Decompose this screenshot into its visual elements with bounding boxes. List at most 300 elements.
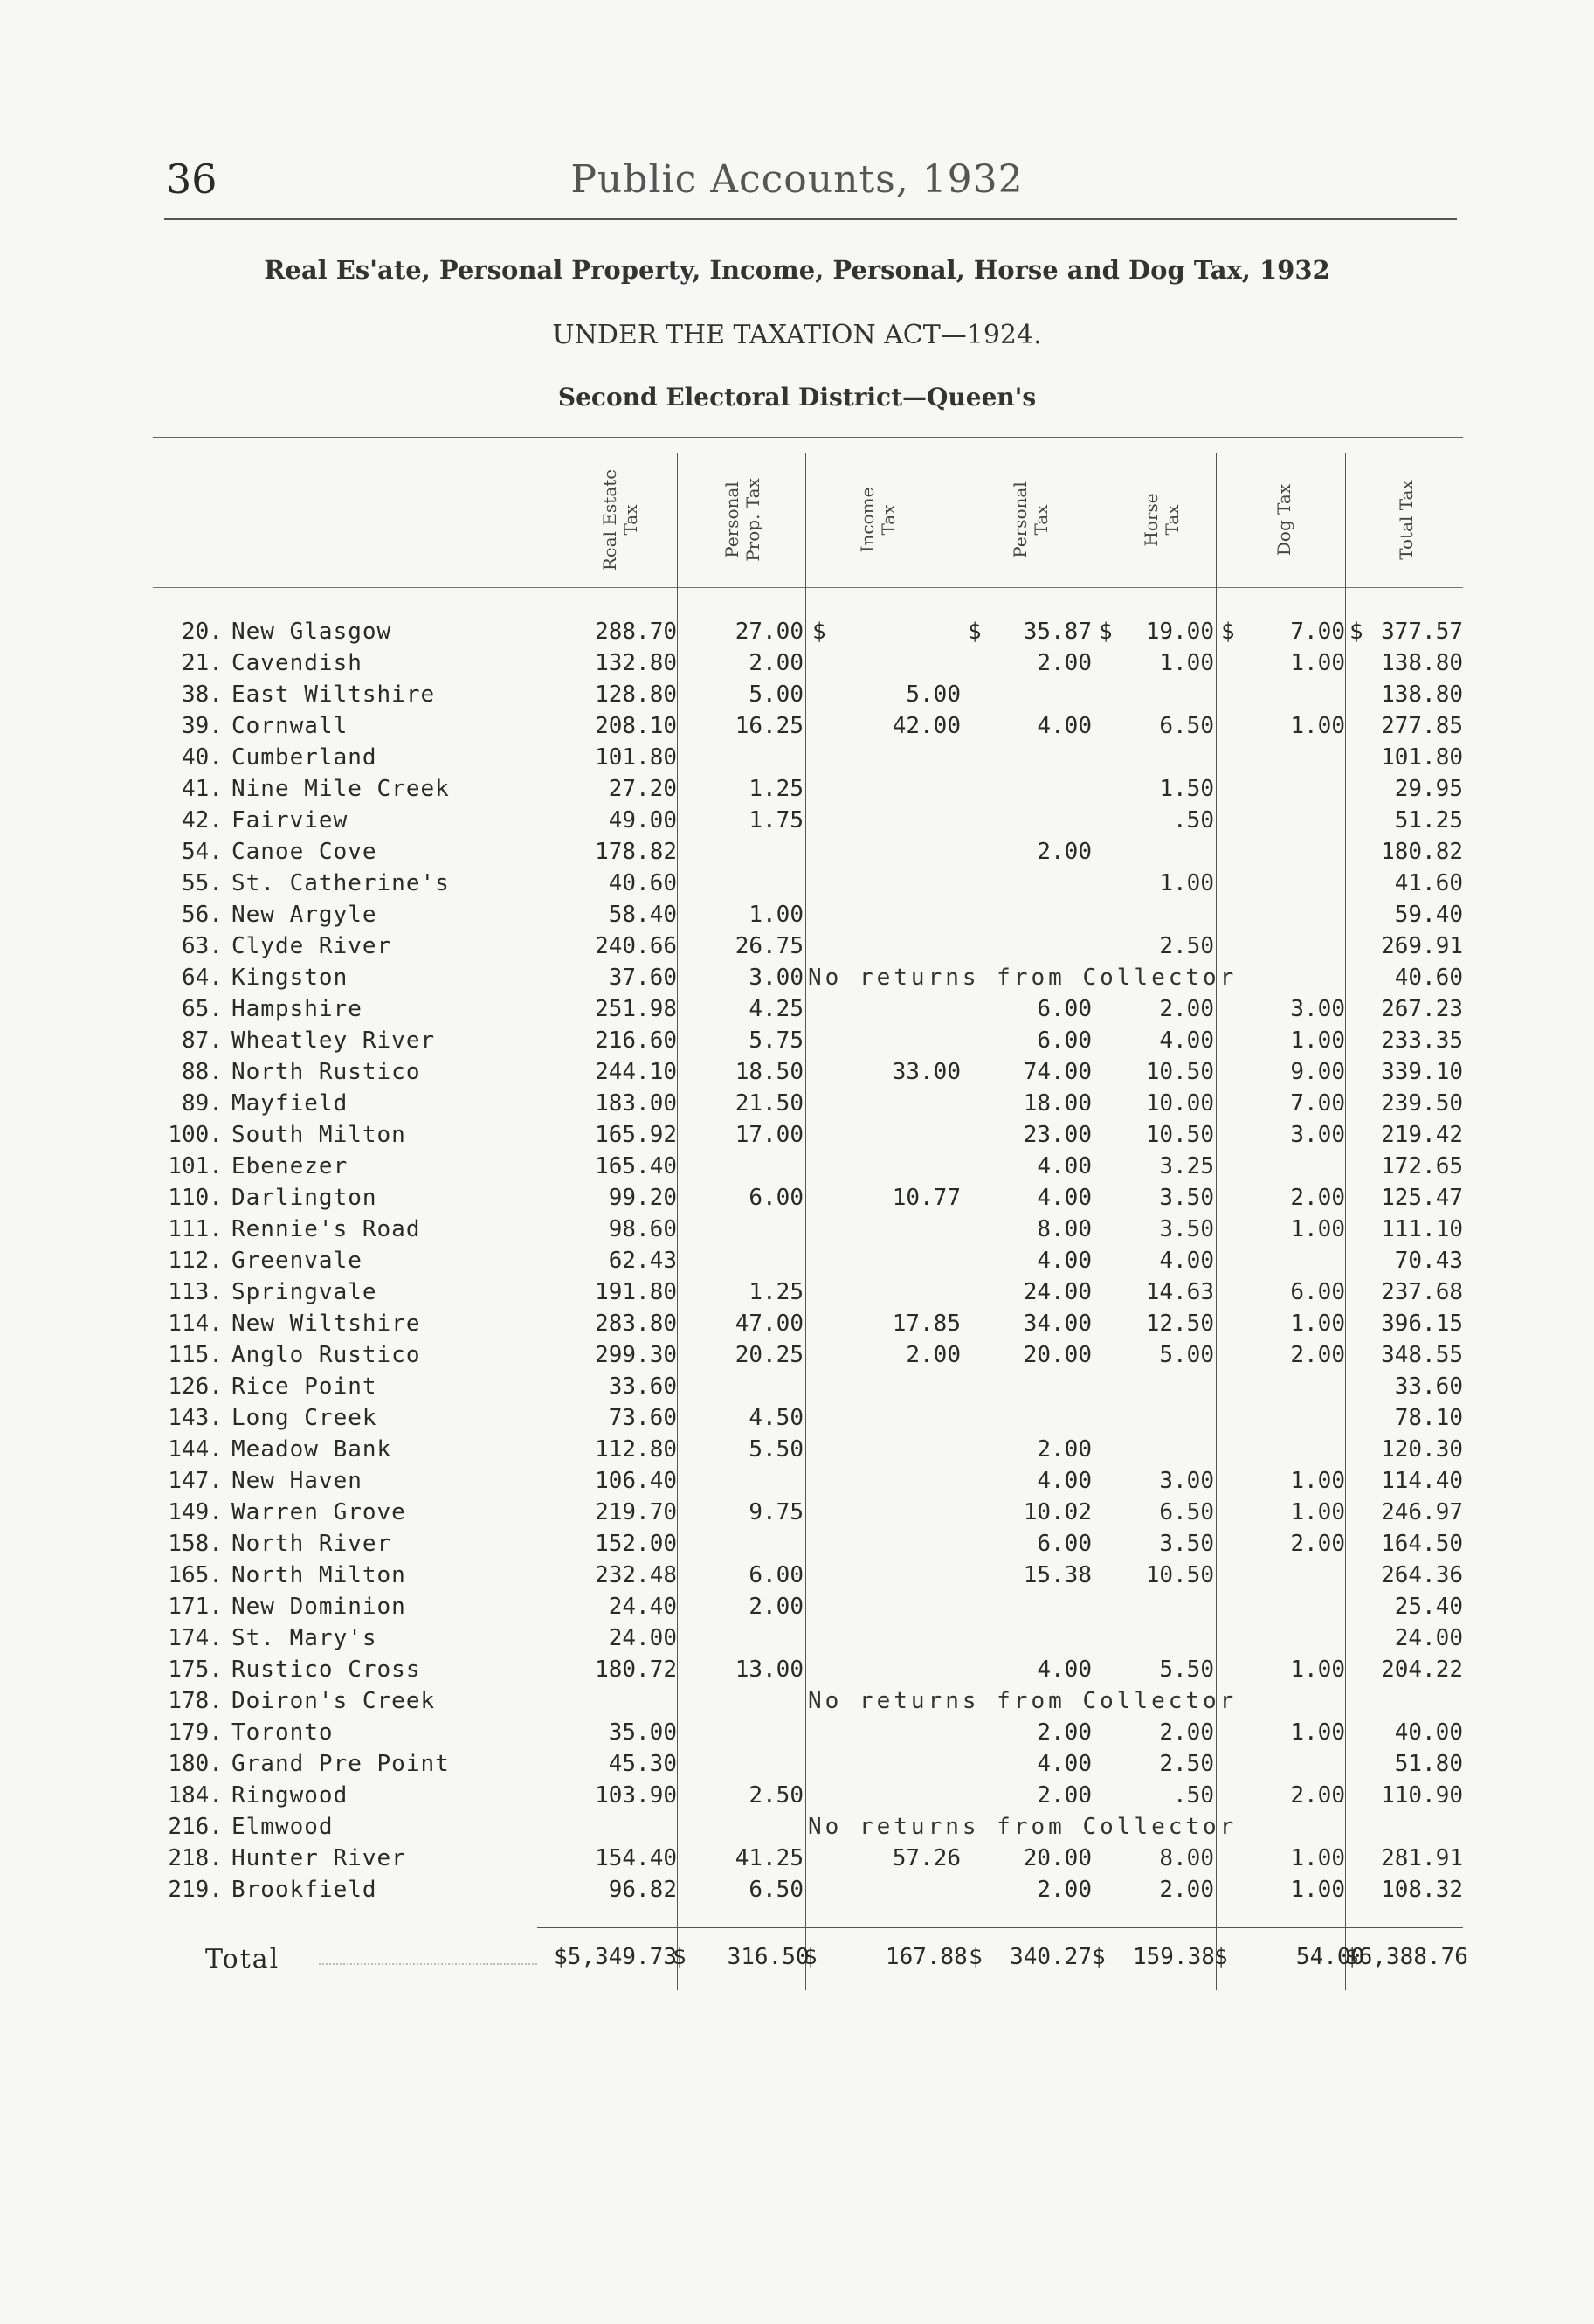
cell-personal-prop: 13.00	[735, 1657, 804, 1683]
table-row	[0, 1279, 1594, 1311]
row-number: 114.	[168, 1311, 223, 1337]
cell-dog: 2.00	[1290, 1531, 1345, 1557]
cell-personal: 4.00	[1037, 1185, 1092, 1211]
cell-personal-prop: 1.25	[749, 1279, 804, 1305]
cell-total: 41.60	[1394, 870, 1463, 896]
cell-personal: 4.00	[1037, 713, 1092, 739]
cell-personal: 2.00	[1037, 1436, 1092, 1463]
district-name: Cumberland	[231, 744, 377, 771]
cell-real-estate: 33.60	[608, 1373, 677, 1400]
cell-total: 138.80	[1381, 650, 1463, 676]
table-row	[0, 1531, 1594, 1562]
cell-dog: 7.00	[1290, 619, 1345, 645]
row-number: 219.	[168, 1877, 223, 1903]
header-bottom-rule	[153, 587, 1463, 588]
district-name: Brookfield	[231, 1877, 377, 1903]
table-row	[0, 1090, 1594, 1122]
col-header-dog: Dog Tax	[1273, 483, 1294, 557]
table-row	[0, 744, 1594, 776]
district-name: Wheatley River	[231, 1027, 436, 1054]
cell-horse: 4.00	[1159, 1027, 1214, 1054]
cell-real-estate: 208.10	[595, 713, 677, 739]
cell-personal-prop: 18.50	[735, 1059, 804, 1085]
no-returns-note: No returns from Collector	[808, 1814, 1238, 1840]
row-number: 115.	[168, 1342, 223, 1368]
district-name: Long Creek	[231, 1405, 377, 1431]
no-returns-note: No returns from Collector	[808, 1688, 1238, 1714]
cell-real-estate: 112.80	[595, 1436, 677, 1463]
table-row	[0, 650, 1594, 681]
cell-real-estate: 96.82	[608, 1877, 677, 1903]
leader-dots	[319, 1944, 537, 1965]
cell-dog: 6.00	[1290, 1279, 1345, 1305]
cell-horse: 10.00	[1145, 1090, 1214, 1117]
district-name: Darlington	[231, 1185, 377, 1211]
row-number: 143.	[168, 1405, 223, 1431]
cell-personal: 4.00	[1037, 1153, 1092, 1179]
cell-horse: 3.50	[1159, 1185, 1214, 1211]
cell-real-estate: 103.90	[595, 1782, 677, 1809]
cell-dog: 9.00	[1290, 1059, 1345, 1085]
cell-total: 281.91	[1381, 1845, 1463, 1871]
cell-real-estate: 24.40	[608, 1594, 677, 1620]
cell-total: 40.00	[1394, 1719, 1463, 1746]
cell-horse: 1.00	[1159, 870, 1214, 896]
cell-horse: 12.50	[1145, 1311, 1214, 1337]
cell-income: 42.00	[892, 713, 961, 739]
cell-horse: 3.50	[1159, 1216, 1214, 1242]
cell-real-estate: 128.80	[595, 681, 677, 708]
cell-personal: 6.00	[1037, 1531, 1092, 1557]
district-name: Elmwood	[231, 1814, 334, 1840]
cell-total: 138.80	[1381, 681, 1463, 708]
total-total: $6,388.76	[1345, 1944, 1468, 1970]
district-heading: Second Electoral District—Queen's	[557, 383, 1037, 412]
cell-personal: 8.00	[1037, 1216, 1092, 1242]
row-number: 21.	[182, 650, 223, 676]
col-header-real-estate: Real Estate Tax	[599, 468, 641, 571]
row-number: 149.	[168, 1499, 223, 1525]
row-number: 40.	[182, 744, 223, 771]
row-number: 56.	[182, 902, 223, 928]
cell-personal: 34.00	[1023, 1311, 1092, 1337]
cell-total: 348.55	[1381, 1342, 1463, 1368]
cell-total: 233.35	[1381, 1027, 1463, 1054]
cell-real-estate: 101.80	[595, 744, 677, 771]
cell-personal: 15.38	[1023, 1562, 1092, 1588]
no-returns-note: No returns from Collector	[808, 965, 1238, 991]
district-name: Ringwood	[231, 1782, 348, 1809]
cell-income: 17.85	[892, 1311, 961, 1337]
district-name: Mayfield	[231, 1090, 348, 1117]
district-name: North River	[231, 1531, 392, 1557]
row-number: 158.	[168, 1531, 223, 1557]
cell-real-estate: 58.40	[608, 902, 677, 928]
col-header-personal: Personal Tax	[1010, 481, 1052, 558]
cell-total: 269.91	[1381, 933, 1463, 959]
cell-real-estate: 154.40	[595, 1845, 677, 1871]
district-name: Fairview	[231, 807, 348, 833]
cell-personal-prop: 2.00	[749, 650, 804, 676]
cell-personal: 2.00	[1037, 650, 1092, 676]
cell-horse: 6.50	[1159, 1499, 1214, 1525]
cell-real-estate: 35.00	[608, 1719, 677, 1746]
cell-personal: 4.00	[1037, 1468, 1092, 1494]
cell-total: 33.60	[1394, 1373, 1463, 1400]
district-name: Toronto	[231, 1719, 334, 1746]
page-title: Real Es'ate, Personal Property, Income, Personal, Horse and Dog Tax, 1932	[264, 255, 1330, 285]
cell-real-estate: 24.00	[608, 1625, 677, 1651]
cell-real-estate: 216.60	[595, 1027, 677, 1054]
row-number: 180.	[168, 1751, 223, 1777]
table-row	[0, 1342, 1594, 1373]
cell-horse: 2.50	[1159, 933, 1214, 959]
dollar-sign-income: $	[812, 619, 826, 645]
cell-real-estate: 98.60	[608, 1216, 677, 1242]
running-head: Public Accounts, 1932	[570, 157, 1024, 202]
cell-real-estate: 288.70	[595, 619, 677, 645]
cell-horse: 10.50	[1145, 1059, 1214, 1085]
cell-personal-prop: 9.75	[749, 1499, 804, 1525]
table-row	[0, 870, 1594, 902]
cell-total: 172.65	[1381, 1153, 1463, 1179]
row-number: 42.	[182, 807, 223, 833]
cell-personal-prop: 5.00	[749, 681, 804, 708]
cell-personal-prop: 6.50	[749, 1877, 804, 1903]
row-number: 144.	[168, 1436, 223, 1463]
cell-personal-prop: 20.25	[735, 1342, 804, 1368]
cell-personal: 4.00	[1037, 1248, 1092, 1274]
cell-total: 277.85	[1381, 713, 1463, 739]
cell-horse: 1.00	[1159, 650, 1214, 676]
total-row	[0, 1944, 1594, 1979]
page-number: 36	[166, 156, 217, 203]
cell-total: 110.90	[1381, 1782, 1463, 1809]
cell-personal: 20.00	[1023, 1342, 1092, 1368]
cell-real-estate: 191.80	[595, 1279, 677, 1305]
table-row	[0, 1027, 1594, 1059]
table-row	[0, 1122, 1594, 1153]
cell-real-estate: 132.80	[595, 650, 677, 676]
district-name: Grand Pre Point	[231, 1751, 450, 1777]
dollar-sign-total: $	[1349, 619, 1363, 645]
row-number: 88.	[182, 1059, 223, 1085]
table-row	[0, 713, 1594, 744]
district-name: Kingston	[231, 965, 348, 991]
row-number: 112.	[168, 1248, 223, 1274]
district-name: Rice Point	[231, 1373, 377, 1400]
cell-dog: 2.00	[1290, 1342, 1345, 1368]
cell-dog: 3.00	[1290, 996, 1345, 1022]
cell-personal: 2.00	[1037, 1719, 1092, 1746]
cell-personal: 2.00	[1037, 1877, 1092, 1903]
row-number: 65.	[182, 996, 223, 1022]
row-number: 41.	[182, 776, 223, 802]
cell-total: 246.97	[1381, 1499, 1463, 1525]
row-number: 101.	[168, 1153, 223, 1179]
district-name: St. Mary's	[231, 1625, 377, 1651]
table-row	[0, 1373, 1594, 1405]
col-header-total: Total Tax	[1396, 480, 1417, 560]
cell-dog: 1.00	[1290, 1499, 1345, 1525]
district-name: St. Catherine's	[231, 870, 450, 896]
cell-dog: 2.00	[1290, 1185, 1345, 1211]
district-name: New Wiltshire	[231, 1311, 421, 1337]
row-number: 113.	[168, 1279, 223, 1305]
cell-dog: 1.00	[1290, 1311, 1345, 1337]
row-number: 171.	[168, 1594, 223, 1620]
cell-total: 180.82	[1381, 839, 1463, 865]
cell-total: 125.47	[1381, 1185, 1463, 1211]
cell-horse: .50	[1173, 1782, 1214, 1809]
table-row	[0, 1311, 1594, 1342]
district-name: Hampshire	[231, 996, 362, 1022]
row-number: 147.	[168, 1468, 223, 1494]
cell-personal: 74.00	[1023, 1059, 1092, 1085]
row-number: 174.	[168, 1625, 223, 1651]
row-number: 175.	[168, 1657, 223, 1683]
cell-personal-prop: 16.25	[735, 713, 804, 739]
cell-horse: 2.00	[1159, 1877, 1214, 1903]
district-name: Cavendish	[231, 650, 362, 676]
row-number: 55.	[182, 870, 223, 896]
cell-personal: 24.00	[1023, 1279, 1092, 1305]
table-row	[0, 965, 1594, 996]
district-name: Meadow Bank	[231, 1436, 392, 1463]
cell-dog: 3.00	[1290, 1122, 1345, 1148]
district-name: South Milton	[231, 1122, 406, 1148]
cell-real-estate: 37.60	[608, 965, 677, 991]
cell-real-estate: 27.20	[608, 776, 677, 802]
row-number: 100.	[168, 1122, 223, 1148]
cell-total: 25.40	[1394, 1594, 1463, 1620]
cell-horse: 14.63	[1145, 1279, 1214, 1305]
table-row	[0, 1405, 1594, 1436]
row-number: 87.	[182, 1027, 223, 1054]
district-name: Doiron's Creek	[231, 1688, 436, 1714]
table-row	[0, 1751, 1594, 1782]
cell-horse: 2.50	[1159, 1751, 1214, 1777]
cell-horse: 5.00	[1159, 1342, 1214, 1368]
cell-horse: 1.50	[1159, 776, 1214, 802]
district-name: Springvale	[231, 1279, 377, 1305]
cell-real-estate: 180.72	[595, 1657, 677, 1683]
district-name: New Glasgow	[231, 619, 392, 645]
cell-personal: 4.00	[1037, 1657, 1092, 1683]
cell-total: 264.36	[1381, 1562, 1463, 1588]
cell-horse: 10.50	[1145, 1122, 1214, 1148]
row-number: 216.	[168, 1814, 223, 1840]
cell-dog: 1.00	[1290, 650, 1345, 676]
cell-personal-prop: 2.50	[749, 1782, 804, 1809]
table-row	[0, 1185, 1594, 1216]
table-row	[0, 1059, 1594, 1090]
dollar-sign-dog: $	[1221, 619, 1235, 645]
table-row	[0, 807, 1594, 839]
table-row	[0, 1688, 1594, 1719]
cell-real-estate: 232.48	[595, 1562, 677, 1588]
cell-personal-prop: 2.00	[749, 1594, 804, 1620]
cell-personal-prop: 47.00	[735, 1311, 804, 1337]
row-number: 178.	[168, 1688, 223, 1714]
cell-total: 267.23	[1381, 996, 1463, 1022]
cell-dog: 1.00	[1290, 1719, 1345, 1746]
district-name: New Haven	[231, 1468, 362, 1494]
cell-dog: 1.00	[1290, 1468, 1345, 1494]
table-row	[0, 776, 1594, 807]
row-number: 184.	[168, 1782, 223, 1809]
cell-personal: 20.00	[1023, 1845, 1092, 1871]
cell-income: 5.00	[906, 681, 961, 708]
row-number: 110.	[168, 1185, 223, 1211]
district-name: New Dominion	[231, 1594, 406, 1620]
cell-dog: 1.00	[1290, 713, 1345, 739]
cell-total: 114.40	[1381, 1468, 1463, 1494]
cell-personal-prop: 6.00	[749, 1562, 804, 1588]
page-subtitle: UNDER THE TAXATION ACT—1924.	[552, 320, 1042, 350]
total-income: $ 167.88	[804, 1944, 968, 1970]
cell-real-estate: 45.30	[608, 1751, 677, 1777]
cell-total: 237.68	[1381, 1279, 1463, 1305]
district-name: Ebenezer	[231, 1153, 348, 1179]
row-number: 64.	[182, 965, 223, 991]
cell-real-estate: 240.66	[595, 933, 677, 959]
row-number: 63.	[182, 933, 223, 959]
cell-real-estate: 62.43	[608, 1248, 677, 1274]
cell-personal: 10.02	[1023, 1499, 1092, 1525]
district-name: Greenvale	[231, 1248, 362, 1274]
cell-total: 51.80	[1394, 1751, 1463, 1777]
table-row	[0, 933, 1594, 965]
row-number: 38.	[182, 681, 223, 708]
district-name: East Wiltshire	[231, 681, 436, 708]
tax-table-body	[0, 619, 1594, 1908]
table-row	[0, 1877, 1594, 1908]
cell-personal-prop: 26.75	[735, 933, 804, 959]
table-top-rule	[153, 437, 1463, 439]
cell-total: 111.10	[1381, 1216, 1463, 1242]
cell-real-estate: 251.98	[595, 996, 677, 1022]
table-row	[0, 1782, 1594, 1814]
district-name: Nine Mile Creek	[231, 776, 450, 802]
cell-total: 204.22	[1381, 1657, 1463, 1683]
table-row	[0, 1594, 1594, 1625]
row-number: 111.	[168, 1216, 223, 1242]
cell-personal-prop: 6.00	[749, 1185, 804, 1211]
cell-horse: 4.00	[1159, 1248, 1214, 1274]
table-row	[0, 996, 1594, 1027]
table-row	[0, 902, 1594, 933]
table-row	[0, 1153, 1594, 1185]
cell-total: 78.10	[1394, 1405, 1463, 1431]
cell-personal: 4.00	[1037, 1751, 1092, 1777]
cell-real-estate: 244.10	[595, 1059, 677, 1085]
cell-personal-prop: 1.75	[749, 807, 804, 833]
cell-horse: 5.50	[1159, 1657, 1214, 1683]
row-number: 165.	[168, 1562, 223, 1588]
table-row	[0, 1814, 1594, 1845]
cell-total: 59.40	[1394, 902, 1463, 928]
total-horse: $ 159.38	[1092, 1944, 1215, 1970]
cell-personal-prop: 4.50	[749, 1405, 804, 1431]
cell-total: 101.80	[1381, 744, 1463, 771]
cell-total: 120.30	[1381, 1436, 1463, 1463]
district-name: New Argyle	[231, 902, 377, 928]
table-row	[0, 1216, 1594, 1248]
row-number: 179.	[168, 1719, 223, 1746]
total-personal-prop: $ 316.50	[673, 1944, 810, 1970]
district-name: Clyde River	[231, 933, 392, 959]
district-name: Anglo Rustico	[231, 1342, 421, 1368]
cell-personal: 2.00	[1037, 839, 1092, 865]
cell-personal: 23.00	[1023, 1122, 1092, 1148]
cell-income: 10.77	[892, 1185, 961, 1211]
table-row	[0, 1436, 1594, 1468]
table-row	[0, 1719, 1594, 1751]
district-name: North Rustico	[231, 1059, 421, 1085]
cell-total: 70.43	[1394, 1248, 1463, 1274]
cell-real-estate: 106.40	[595, 1468, 677, 1494]
cell-income: 2.00	[906, 1342, 961, 1368]
cell-personal: 6.00	[1037, 1027, 1092, 1054]
district-name: Warren Grove	[231, 1499, 406, 1525]
cell-dog: 1.00	[1290, 1027, 1345, 1054]
cell-personal-prop: 1.25	[749, 776, 804, 802]
cell-horse: 2.00	[1159, 1719, 1214, 1746]
cell-real-estate: 165.92	[595, 1122, 677, 1148]
cell-real-estate: 49.00	[608, 807, 677, 833]
cell-personal-prop: 27.00	[735, 619, 804, 645]
cell-real-estate: 99.20	[608, 1185, 677, 1211]
cell-personal-prop: 4.25	[749, 996, 804, 1022]
cell-dog: 1.00	[1290, 1657, 1345, 1683]
cell-total: 40.60	[1394, 965, 1463, 991]
cell-real-estate: 73.60	[608, 1405, 677, 1431]
table-row	[0, 1625, 1594, 1657]
table-row	[0, 1562, 1594, 1594]
cell-personal: 18.00	[1023, 1090, 1092, 1117]
cell-dog: 1.00	[1290, 1216, 1345, 1242]
total-dog: $ 54.00	[1214, 1944, 1365, 1970]
district-name: Hunter River	[231, 1845, 406, 1871]
row-number: 39.	[182, 713, 223, 739]
cell-total: 29.95	[1394, 776, 1463, 802]
table-row	[0, 619, 1594, 650]
cell-total: 24.00	[1394, 1625, 1463, 1651]
cell-horse: 2.00	[1159, 996, 1214, 1022]
cell-real-estate: 40.60	[608, 870, 677, 896]
cell-horse: 3.25	[1159, 1153, 1214, 1179]
cell-total: 164.50	[1381, 1531, 1463, 1557]
district-name: Rennie's Road	[231, 1216, 421, 1242]
cell-total: 339.10	[1381, 1059, 1463, 1085]
cell-personal: 6.00	[1037, 996, 1092, 1022]
district-name: Canoe Cove	[231, 839, 377, 865]
cell-dog: 1.00	[1290, 1877, 1345, 1903]
col-header-personal-prop: Personal Prop. Tax	[721, 478, 763, 562]
dollar-sign-horse: $	[1099, 619, 1113, 645]
table-row	[0, 1499, 1594, 1531]
table-row	[0, 1657, 1594, 1688]
header-rule	[164, 218, 1457, 220]
cell-dog: 2.00	[1290, 1782, 1345, 1809]
cell-personal-prop: 1.00	[749, 902, 804, 928]
table-row	[0, 839, 1594, 870]
total-label: Total	[205, 1944, 280, 1975]
cell-income: 57.26	[892, 1845, 961, 1871]
cell-real-estate: 152.00	[595, 1531, 677, 1557]
table-row	[0, 681, 1594, 713]
